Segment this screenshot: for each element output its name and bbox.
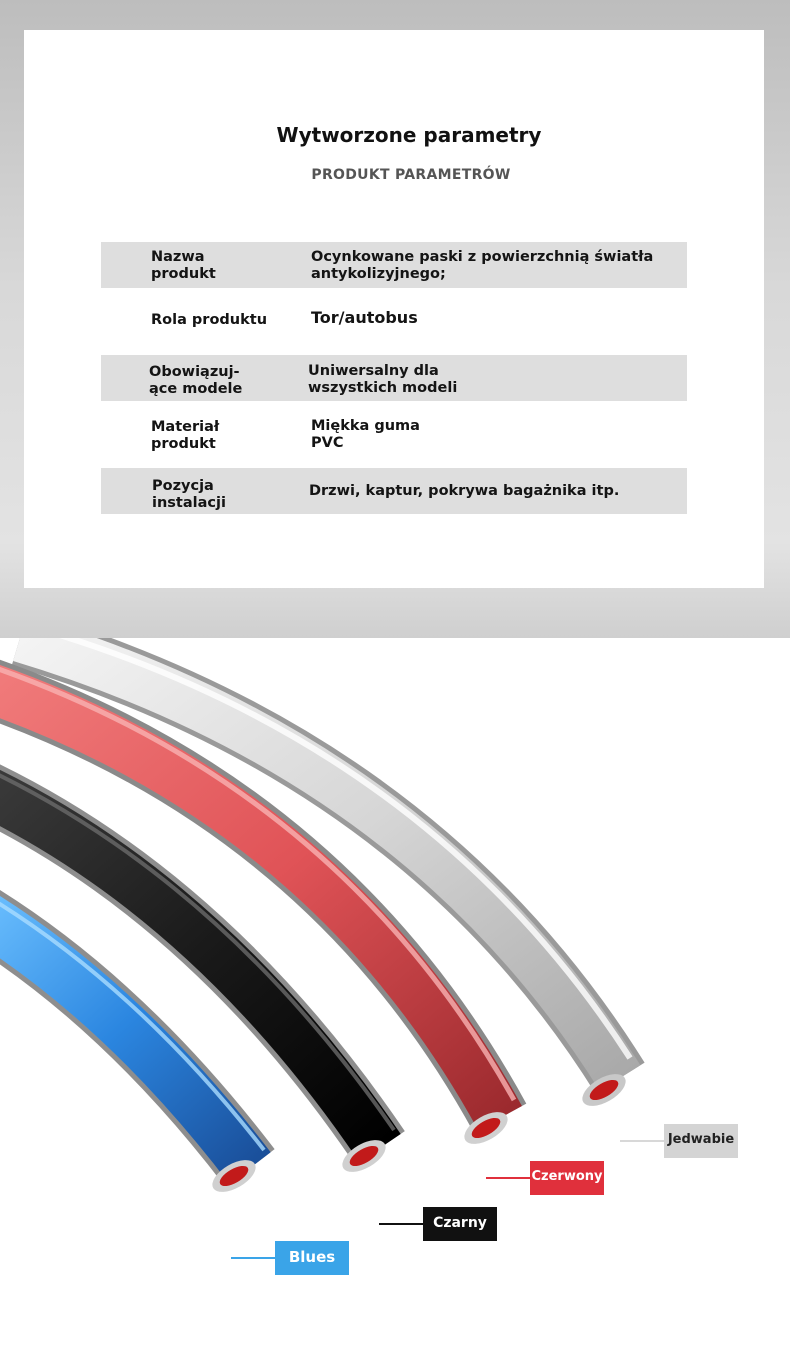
param-row-material: [101, 412, 687, 458]
param-value: Tor/autobus: [311, 308, 418, 327]
param-label: Pozycja instalacji: [152, 478, 226, 511]
blue-color-tag: Blues: [275, 1241, 349, 1275]
red-tag-line: [486, 1177, 530, 1179]
param-label: Materiał produkt: [151, 419, 220, 452]
blue-tag-line: [231, 1257, 275, 1259]
param-row-models: [101, 355, 687, 401]
param-value: Drzwi, kaptur, pokrywa bagażnika itp.: [309, 483, 620, 499]
red-color-tag: Czerwony: [530, 1161, 604, 1195]
param-row-role: [101, 296, 687, 342]
page-title: Wytworzone parametry: [276, 123, 542, 147]
param-label: Nazwa produkt: [151, 249, 216, 282]
trim-strips-illustration: [0, 638, 790, 1343]
param-value: Uniwersalny dla wszystkich modeli: [308, 363, 458, 396]
param-value: Miękka guma PVC: [311, 418, 420, 451]
param-value: Ocynkowane paski z powierzchnią światła antykolizyjnego;: [311, 249, 654, 282]
page-subtitle: PRODUKT PARAMETRÓW: [311, 167, 511, 183]
param-label: Obowiązuj- ące modele: [149, 364, 243, 397]
parameters-section: [0, 0, 790, 638]
silver-tag-line: [620, 1140, 664, 1142]
black-tag-line: [379, 1223, 423, 1225]
param-label: Rola produktu: [151, 312, 268, 328]
param-row-name: [101, 242, 687, 288]
black-color-tag: Czarny: [423, 1207, 497, 1241]
color-variants-image: [0, 638, 790, 1343]
silver-color-tag: Jedwabie: [664, 1124, 738, 1158]
parameters-card: [24, 30, 764, 588]
param-row-position: [101, 468, 687, 514]
